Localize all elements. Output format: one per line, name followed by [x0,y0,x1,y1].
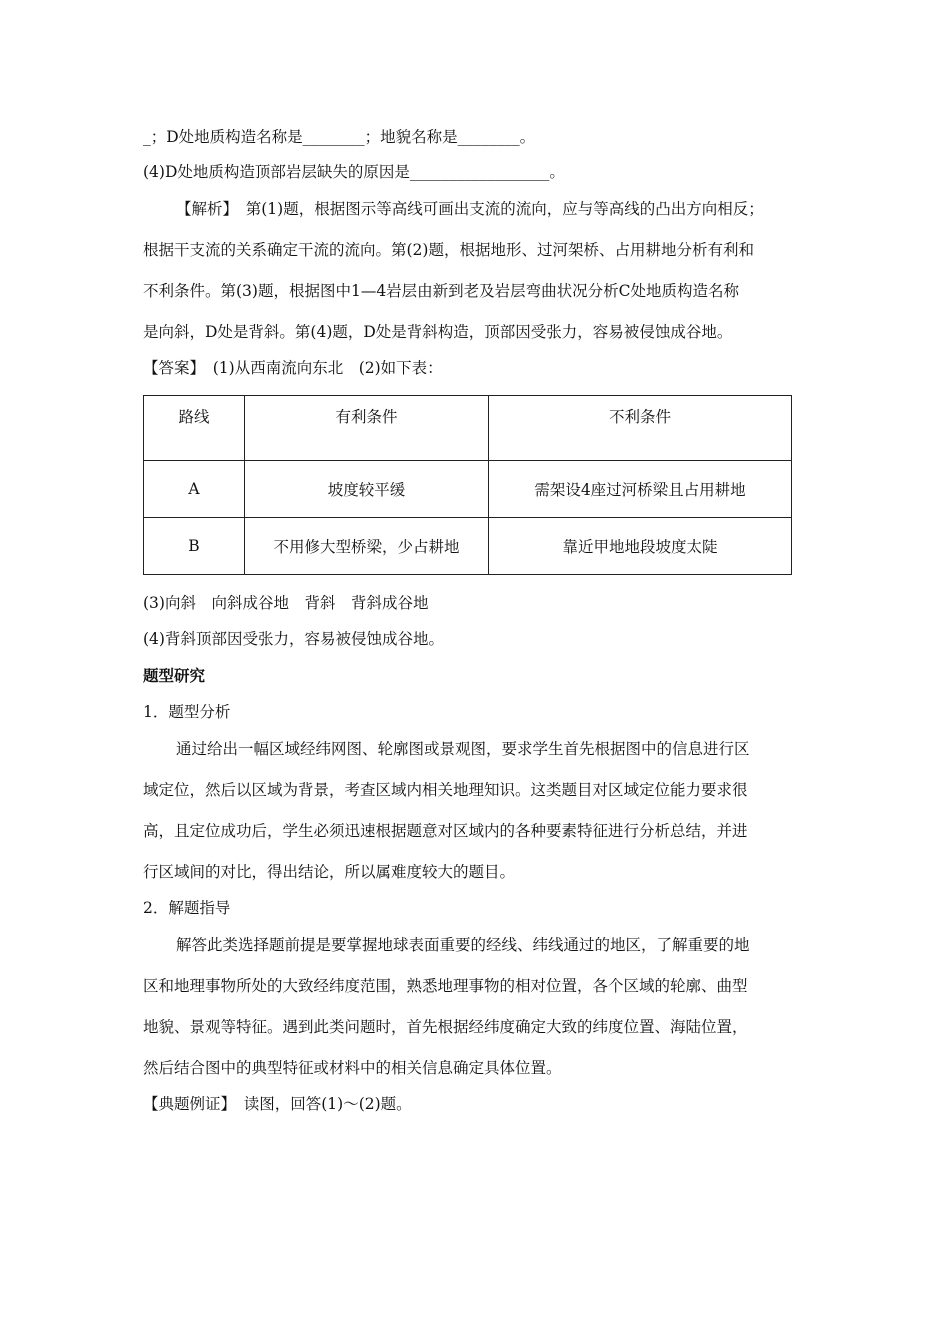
paragraph-1-line-3: 高，且定位成功后，学生必须迅速根据题意对区域内的各种要素特征进行分析总结，并进 [143,822,748,840]
paragraph-2-line-1: 解答此类选择题前提是要掌握地球表面重要的经线、纬线通过的地区，了解重要的地 [176,936,750,954]
table-row [144,518,792,575]
paragraph-2-line-2: 区和地理事物所处的大致经纬度范围，熟悉地理事物的相对位置，各个区域的轮廓、曲型 [143,977,748,995]
table-row [144,461,792,518]
question-3-tail: _；D处地质构造名称是________；地貌名称是________。 [143,128,536,146]
paragraph-1-line-2: 域定位，然后以区域为背景，考查区域内相关地理知识。这类题目对区域定位能力要求很 [143,781,748,799]
analysis-line-1: 【解析】 第(1)题，根据图示等高线可画出支流的流向，应与等高线的凸出方向相反； [176,200,764,218]
analysis-line-3: 不利条件。第(3)题，根据图中1—4岩层由新到老及岩层弯曲状况分析C处地质构造名称 [143,282,740,300]
table-cell: 坡度较平缓 [245,461,489,518]
analysis-line-4: 是向斜，D处是背斜。第(4)题，D处是背斜构造，顶部因受张力，容易被侵蚀成谷地。 [143,323,733,341]
question-4: (4)D处地质构造顶部岩层缺失的原因是__________________。 [143,163,565,181]
table-header-cell: 有利条件 [245,396,489,461]
table-header-cell: 不利条件 [489,396,792,461]
answer-4: (4)背斜顶部因受张力，容易被侵蚀成谷地。 [143,630,444,648]
example-heading: 【典题例证】 读图，回答(1)～(2)题。 [143,1095,412,1113]
paragraph-2-line-3: 地貌、景观等特征。遇到此类问题时，首先根据经纬度确定大致的纬度位置、海陆位置， [143,1018,748,1036]
answer-3: (3)向斜 向斜成谷地 背斜 背斜成谷地 [143,594,429,612]
table-cell: 靠近甲地地段坡度太陡 [489,518,792,575]
section-heading: 题型研究 [143,667,206,685]
subsection-heading-2: 2．解题指导 [143,899,231,917]
subsection-heading-1: 1．题型分析 [143,703,231,721]
paragraph-1-line-1: 通过给出一幅区域经纬网图、轮廓图或景观图，要求学生首先根据图中的信息进行区 [176,740,750,758]
answer-table [143,395,792,575]
table-cell: B [144,518,245,575]
table-cell: 需架设4座过河桥梁且占用耕地 [489,461,792,518]
table-header-cell: 路线 [144,396,245,461]
table-header-row [144,396,792,461]
table-cell: 不用修大型桥梁，少占耕地 [245,518,489,575]
table-cell: A [144,461,245,518]
analysis-line-2: 根据干支流的关系确定干流的流向。第(2)题，根据地形、过河架桥、占用耕地分析有利和 [143,241,754,259]
paragraph-1-line-4: 行区域间的对比，得出结论，所以属难度较大的题目。 [143,863,516,881]
answer-heading: 【答案】 (1)从西南流向东北 (2)如下表： [143,359,443,377]
paragraph-2-line-4: 然后结合图中的典型特征或材料中的相关信息确定具体位置。 [143,1059,562,1077]
